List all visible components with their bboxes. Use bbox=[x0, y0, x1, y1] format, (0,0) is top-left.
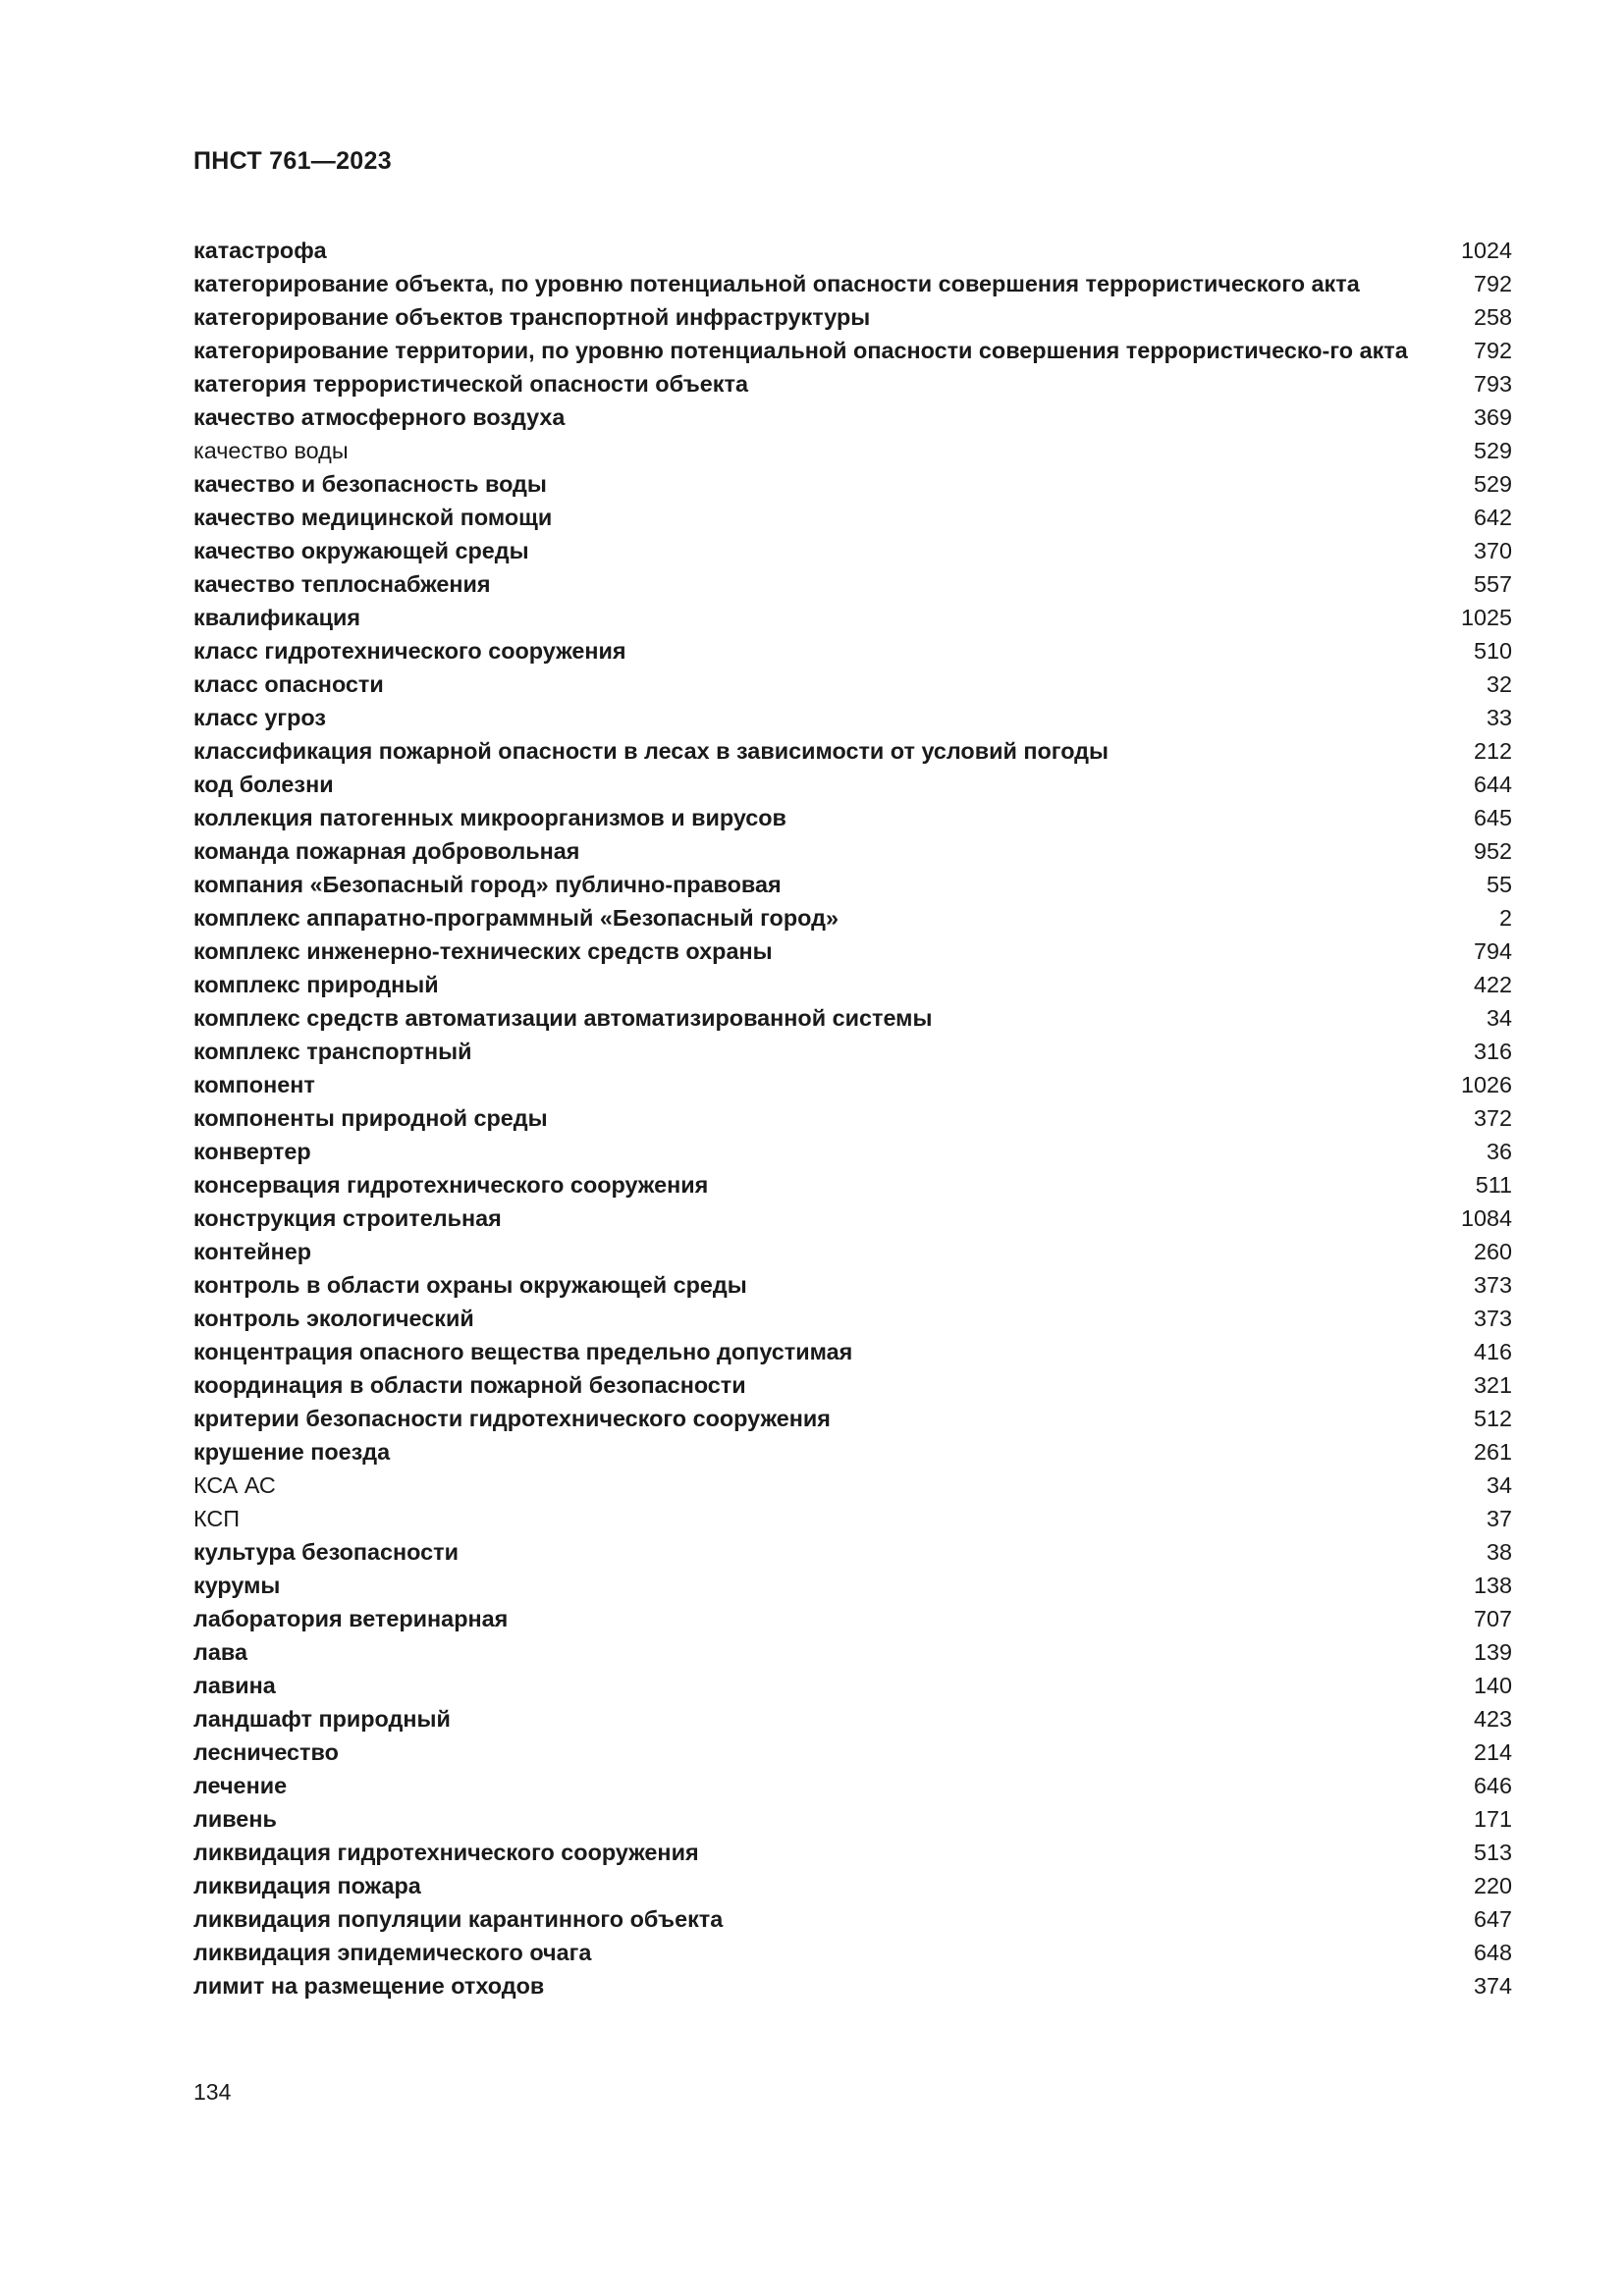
index-entry bbox=[193, 1569, 1512, 1602]
index-page-number: 37 bbox=[1486, 1506, 1512, 1531]
index-entry bbox=[193, 834, 1512, 868]
index-term: качество теплоснабжения bbox=[193, 571, 491, 597]
index-term: КСА АС bbox=[193, 1472, 276, 1498]
index-entry bbox=[193, 601, 1512, 634]
index-page-number: 952 bbox=[1473, 838, 1512, 864]
index-term: лаборатория ветеринарная bbox=[193, 1606, 509, 1631]
index-entry bbox=[193, 300, 1512, 334]
index-page-number: 38 bbox=[1486, 1539, 1512, 1565]
index-term: концентрация опасного вещества предельно допустимая bbox=[193, 1339, 853, 1364]
index-page-number: 36 bbox=[1486, 1139, 1512, 1164]
index-page-number: 316 bbox=[1473, 1039, 1512, 1064]
index-entry bbox=[193, 1035, 1512, 1068]
index-page-number: 369 bbox=[1473, 404, 1512, 430]
index-page-number: 261 bbox=[1473, 1439, 1512, 1465]
index-entry bbox=[193, 1969, 1512, 2002]
index-term: консервация гидротехнического сооружения bbox=[193, 1172, 709, 1198]
index-page-number: 1026 bbox=[1460, 1072, 1512, 1097]
index-term: крушение поезда bbox=[193, 1439, 391, 1465]
index-term: конструкция строительная bbox=[193, 1205, 502, 1231]
index-entry bbox=[193, 1135, 1512, 1168]
alphabetical-index bbox=[193, 234, 1512, 2002]
index-page-number: 1025 bbox=[1460, 605, 1512, 630]
index-term: лечение bbox=[193, 1773, 288, 1798]
index-term: лавина bbox=[193, 1673, 276, 1698]
index-entry bbox=[193, 534, 1512, 567]
index-page-number: 646 bbox=[1473, 1773, 1512, 1798]
index-term: курумы bbox=[193, 1573, 281, 1598]
index-entry bbox=[193, 1235, 1512, 1268]
index-term: контроль в области охраны окружающей среды bbox=[193, 1272, 747, 1298]
index-entry bbox=[193, 1669, 1512, 1702]
index-page-number: 529 bbox=[1473, 471, 1512, 497]
index-page-number: 707 bbox=[1473, 1606, 1512, 1631]
index-term: качество и безопасность воды bbox=[193, 471, 547, 497]
index-page-number: 139 bbox=[1473, 1639, 1512, 1665]
index-page-number: 370 bbox=[1473, 538, 1512, 563]
index-page-number: 373 bbox=[1473, 1272, 1512, 1298]
index-entry bbox=[193, 1769, 1512, 1802]
index-entry bbox=[193, 1201, 1512, 1235]
index-entry bbox=[193, 667, 1512, 701]
index-term: категорирование территории, по уровню потенциальной опасности совершения террористическо-го акта bbox=[193, 338, 1408, 363]
index-page-number: 212 bbox=[1473, 738, 1512, 764]
index-term: ландшафт природный bbox=[193, 1706, 451, 1732]
index-page-number: 511 bbox=[1475, 1172, 1512, 1198]
index-entry bbox=[193, 1001, 1512, 1035]
index-term: качество атмосферного воздуха bbox=[193, 404, 566, 430]
index-page-number: 55 bbox=[1486, 872, 1512, 897]
index-term: комплекс инженерно-технических средств охраны bbox=[193, 938, 773, 964]
index-page-number: 794 bbox=[1473, 938, 1512, 964]
index-entry bbox=[193, 968, 1512, 1001]
index-entry bbox=[193, 1836, 1512, 1869]
index-page-number: 644 bbox=[1473, 772, 1512, 797]
index-entry bbox=[193, 434, 1512, 467]
index-entry bbox=[193, 1368, 1512, 1402]
index-page-number: 423 bbox=[1473, 1706, 1512, 1732]
index-term: КСП bbox=[193, 1506, 241, 1531]
index-page-number: 373 bbox=[1473, 1306, 1512, 1331]
index-term: категорирование объектов транспортной инфраструктуры bbox=[193, 304, 871, 330]
index-entry bbox=[193, 734, 1512, 768]
index-entry bbox=[193, 334, 1512, 367]
index-page-number: 510 bbox=[1473, 638, 1512, 664]
index-entry bbox=[193, 1268, 1512, 1302]
index-term: контроль экологический bbox=[193, 1306, 474, 1331]
index-term: катастрофа bbox=[193, 238, 327, 263]
index-entry bbox=[193, 1902, 1512, 1936]
index-term: квалификация bbox=[193, 605, 360, 630]
index-page-number: 416 bbox=[1473, 1339, 1512, 1364]
index-term: лава bbox=[193, 1639, 247, 1665]
index-entry bbox=[193, 1402, 1512, 1435]
index-page-number: 512 bbox=[1473, 1406, 1512, 1431]
index-term: критерии безопасности гидротехнического сооружения bbox=[193, 1406, 831, 1431]
index-page-number: 34 bbox=[1486, 1472, 1512, 1498]
index-term: коллекция патогенных микроорганизмов и вирусов bbox=[193, 805, 786, 830]
index-term: контейнер bbox=[193, 1239, 312, 1264]
index-page-number: 220 bbox=[1473, 1873, 1512, 1898]
index-entry bbox=[193, 467, 1512, 501]
index-page-number: 171 bbox=[1473, 1806, 1512, 1832]
index-term: ливень bbox=[193, 1806, 277, 1832]
index-term: комплекс аппаратно-программный «Безопасный город» bbox=[193, 905, 839, 931]
index-entry bbox=[193, 934, 1512, 968]
index-entry bbox=[193, 367, 1512, 400]
index-entry bbox=[193, 1802, 1512, 1836]
index-term: компоненты природной среды bbox=[193, 1105, 548, 1131]
index-term: лесничество bbox=[193, 1739, 339, 1765]
index-page-number: 792 bbox=[1473, 338, 1512, 363]
index-term: координация в области пожарной безопасности bbox=[193, 1372, 746, 1398]
index-page-number: 1024 bbox=[1460, 238, 1512, 263]
index-entry bbox=[193, 1702, 1512, 1735]
index-page-number: 647 bbox=[1473, 1906, 1512, 1932]
index-term: компания «Безопасный город» публично-правовая bbox=[193, 872, 782, 897]
index-term: код болезни bbox=[193, 772, 334, 797]
index-term: ликвидация популяции карантинного объекта bbox=[193, 1906, 724, 1932]
index-entry bbox=[193, 901, 1512, 934]
index-page-number: 34 bbox=[1486, 1005, 1512, 1031]
index-page-number: 2 bbox=[1498, 905, 1512, 931]
index-entry bbox=[193, 1068, 1512, 1101]
index-entry bbox=[193, 701, 1512, 734]
index-entry bbox=[193, 1502, 1512, 1535]
index-page-number: 513 bbox=[1473, 1840, 1512, 1865]
index-entry bbox=[193, 1936, 1512, 1969]
index-page-number: 642 bbox=[1473, 505, 1512, 530]
index-entry bbox=[193, 234, 1512, 267]
index-term: класс гидротехнического сооружения bbox=[193, 638, 626, 664]
index-entry bbox=[193, 1168, 1512, 1201]
index-page-number: 33 bbox=[1486, 705, 1512, 730]
index-term: ликвидация пожара bbox=[193, 1873, 421, 1898]
index-page-number: 1084 bbox=[1460, 1205, 1512, 1231]
index-term: ликвидация эпидемического очага bbox=[193, 1940, 592, 1965]
index-page-number: 529 bbox=[1473, 438, 1512, 463]
index-entry bbox=[193, 501, 1512, 534]
index-entry bbox=[193, 1302, 1512, 1335]
index-term: качество окружающей среды bbox=[193, 538, 529, 563]
index-term: команда пожарная добровольная bbox=[193, 838, 580, 864]
index-page-number: 321 bbox=[1473, 1372, 1512, 1398]
index-term: класс опасности bbox=[193, 671, 384, 697]
index-page-number: 422 bbox=[1473, 972, 1512, 997]
index-entry bbox=[193, 768, 1512, 801]
index-page-number: 793 bbox=[1473, 371, 1512, 397]
index-term: класс угроз bbox=[193, 705, 327, 730]
index-entry bbox=[193, 1635, 1512, 1669]
index-page-number: 258 bbox=[1473, 304, 1512, 330]
index-entry bbox=[193, 1101, 1512, 1135]
index-page-number: 557 bbox=[1473, 571, 1512, 597]
index-entry bbox=[193, 1468, 1512, 1502]
index-page-number: 374 bbox=[1473, 1973, 1512, 1999]
index-entry bbox=[193, 567, 1512, 601]
index-term: комплекс транспортный bbox=[193, 1039, 472, 1064]
index-entry bbox=[193, 1735, 1512, 1769]
index-page-number: 648 bbox=[1473, 1940, 1512, 1965]
index-entry bbox=[193, 267, 1512, 300]
index-entry bbox=[193, 801, 1512, 834]
index-term: комплекс природный bbox=[193, 972, 439, 997]
index-term: комплекс средств автоматизации автоматизированной системы bbox=[193, 1005, 933, 1031]
index-term: культура безопасности bbox=[193, 1539, 460, 1565]
index-term: качество медицинской помощи bbox=[193, 505, 553, 530]
index-page-number: 645 bbox=[1473, 805, 1512, 830]
index-term: компонент bbox=[193, 1072, 315, 1097]
index-term: конвертер bbox=[193, 1139, 311, 1164]
document-header: ПНСТ 761—2023 bbox=[193, 147, 392, 175]
index-term: категория террористической опасности объекта bbox=[193, 371, 748, 397]
index-page-number: 138 bbox=[1473, 1573, 1512, 1598]
index-term: классификация пожарной опасности в лесах в зависимости от условий погоды bbox=[193, 738, 1110, 764]
index-term: качество воды bbox=[193, 438, 349, 463]
index-page-number: 792 bbox=[1473, 271, 1512, 296]
index-entry bbox=[193, 400, 1512, 434]
index-entry bbox=[193, 634, 1512, 667]
index-term: лимит на размещение отходов bbox=[193, 1973, 545, 1999]
index-entry bbox=[193, 1335, 1512, 1368]
index-entry bbox=[193, 1535, 1512, 1569]
index-term: ликвидация гидротехнического сооружения bbox=[193, 1840, 699, 1865]
index-entry bbox=[193, 1435, 1512, 1468]
index-page-number: 32 bbox=[1486, 671, 1512, 697]
index-page-number: 214 bbox=[1473, 1739, 1512, 1765]
index-page-number: 260 bbox=[1473, 1239, 1512, 1264]
index-entry bbox=[193, 868, 1512, 901]
page-number: 134 bbox=[193, 2079, 232, 2105]
index-page-number: 372 bbox=[1473, 1105, 1512, 1131]
index-term: категорирование объекта, по уровню потенциальной опасности совершения террористического акта bbox=[193, 271, 1360, 296]
index-page-number: 140 bbox=[1473, 1673, 1512, 1698]
index-entry bbox=[193, 1602, 1512, 1635]
index-entry bbox=[193, 1869, 1512, 1902]
